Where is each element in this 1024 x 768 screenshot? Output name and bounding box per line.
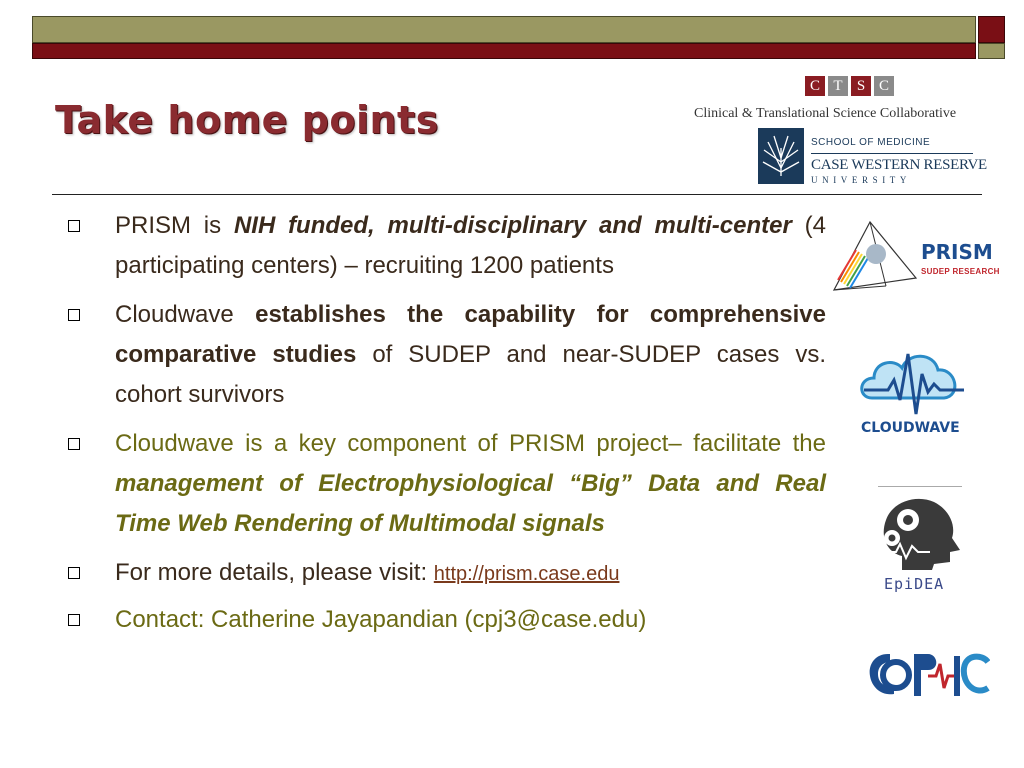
epidea-name: EpiDEA [884,575,945,593]
opic-logo-icon [866,650,990,700]
header-square-olive [978,43,1005,59]
bullet-item [68,553,826,594]
header-square-maroon [978,16,1005,43]
cloud-waveform-icon [858,340,970,420]
bullet-text: Cloudwave [115,301,256,328]
slide-title: Take home points [55,98,439,142]
header-bar-maroon [32,43,976,59]
bullet-item [68,206,826,286]
cwru-university-label: UNIVERSITY [811,175,911,185]
square-bullet-icon [68,614,80,626]
bullet-text: Cloudwave is a key component of PRISM project– facilitate the [115,430,826,457]
ctsc-letter: T [828,76,848,96]
square-bullet-icon [68,438,80,450]
bullet-list [68,206,826,646]
title-rule [52,194,982,195]
bullet-text: For more details, please visit: [115,559,434,586]
cwru-divider [811,153,973,154]
cwru-school-label: SCHOOL OF MEDICINE [811,137,931,148]
cwru-tree-icon [758,128,804,184]
cwru-name: CASE WESTERN RESERVE [811,157,987,173]
ctsc-letter: C [874,76,894,96]
ctsc-letter: S [851,76,871,96]
epidea-divider [878,486,962,487]
bullet-item [68,424,826,544]
cloudwave-name: CLOUDWAVE [861,420,960,436]
square-bullet-icon [68,309,80,321]
bullet-emphasis: establishes the capability for comprehensive comparative studies [115,301,826,368]
bullet-emphasis: management of Electrophysiological “Big” Data and Real Time Web Rendering of Multimodal signals [115,470,826,537]
bullet-text: Contact: Catherine Jayapandian (cpj3@case.edu) [115,606,647,633]
bullet-text: PRISM is [115,212,234,239]
bullet-text: (4 participating centers) – recruiting 1200 patients [115,212,826,279]
bullet-text: of SUDEP and near-SUDEP cases vs. cohort survivors [115,341,827,408]
ctsc-letter: C [805,76,825,96]
bullet-item [68,295,826,415]
gear-head-icon [872,492,964,572]
header-bar-olive [32,16,976,43]
bullet-emphasis: NIH funded, multi-disciplinary and multi-center [233,212,792,239]
prism-link[interactable]: http://prism.case.edu [433,563,620,585]
bullet-item [68,600,826,640]
prism-name: PRISM [921,240,993,264]
ctsc-logo [805,76,894,96]
ctsc-caption: Clinical & Translational Science Collaborative [694,106,957,121]
square-bullet-icon [68,220,80,232]
prism-subtitle: SUDEP RESEARCH [921,267,1000,276]
square-bullet-icon [68,567,80,579]
